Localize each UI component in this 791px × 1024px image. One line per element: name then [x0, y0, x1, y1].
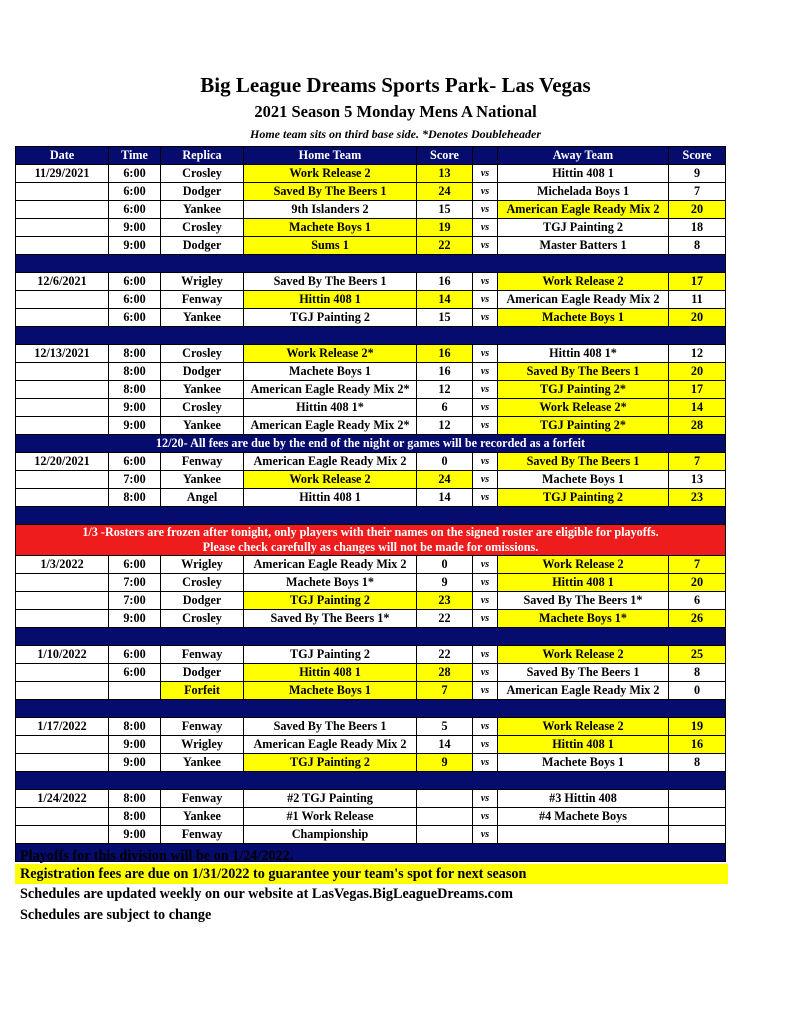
game-replica: Forfeit: [161, 682, 244, 700]
vs-label: vs: [473, 273, 498, 291]
away-score: 12: [669, 345, 726, 363]
game-time: 6:00: [109, 453, 161, 471]
alert-line-1: 1/3 -Rosters are frozen after tonight, only players with their names on the signed roster are eligible for playoffs.: [82, 525, 659, 539]
vs-label: vs: [473, 574, 498, 592]
game-replica: Yankee: [161, 754, 244, 772]
game-replica: Yankee: [161, 471, 244, 489]
vs-label: vs: [473, 219, 498, 237]
vs-label: vs: [473, 381, 498, 399]
game-time: 6:00: [109, 664, 161, 682]
home-team: Hittin 408 1: [244, 489, 417, 507]
game-replica: Dodger: [161, 363, 244, 381]
game-row: [16, 664, 726, 682]
vs-label: vs: [473, 453, 498, 471]
home-score: 0: [417, 556, 473, 574]
game-date: [16, 826, 109, 844]
away-score: 19: [669, 718, 726, 736]
game-row: [16, 754, 726, 772]
vs-label: vs: [473, 646, 498, 664]
col-home-score: Score: [417, 147, 473, 165]
game-date: [16, 219, 109, 237]
vs-label: vs: [473, 291, 498, 309]
game-date: [16, 381, 109, 399]
away-score: 8: [669, 664, 726, 682]
schedule-body: [16, 165, 726, 862]
vs-label: vs: [473, 736, 498, 754]
game-row: [16, 399, 726, 417]
game-time: 9:00: [109, 417, 161, 435]
away-team: Work Release 2: [498, 273, 669, 291]
home-score: 13: [417, 165, 473, 183]
away-team: #4 Machete Boys: [498, 808, 669, 826]
vs-label: vs: [473, 165, 498, 183]
home-team: Work Release 2*: [244, 345, 417, 363]
away-team: TGJ Painting 2*: [498, 381, 669, 399]
game-row: [16, 826, 726, 844]
game-replica: Yankee: [161, 381, 244, 399]
game-row: [16, 309, 726, 327]
game-time: 9:00: [109, 736, 161, 754]
game-time: 8:00: [109, 363, 161, 381]
away-score: [669, 790, 726, 808]
game-date: 1/3/2022: [16, 556, 109, 574]
away-team: Hittin 408 1: [498, 736, 669, 754]
vs-label: vs: [473, 345, 498, 363]
game-time: 6:00: [109, 556, 161, 574]
away-score: 20: [669, 309, 726, 327]
home-team: American Eagle Ready Mix 2: [244, 453, 417, 471]
col-vs: [473, 147, 498, 165]
away-team: Work Release 2*: [498, 399, 669, 417]
game-date: 12/20/2021: [16, 453, 109, 471]
vs-label: vs: [473, 718, 498, 736]
home-score: [417, 790, 473, 808]
game-replica: Wrigley: [161, 273, 244, 291]
game-time: 8:00: [109, 808, 161, 826]
game-replica: Yankee: [161, 417, 244, 435]
vs-label: vs: [473, 556, 498, 574]
away-score: 26: [669, 610, 726, 628]
game-row: [16, 183, 726, 201]
home-team: American Eagle Ready Mix 2*: [244, 381, 417, 399]
game-date: [16, 682, 109, 700]
vs-label: vs: [473, 808, 498, 826]
separator-cell: [16, 628, 726, 646]
game-time: 6:00: [109, 291, 161, 309]
game-time: 7:00: [109, 471, 161, 489]
away-team: Saved By The Beers 1*: [498, 592, 669, 610]
registration-note: Registration fees are due on 1/31/2022 to guarantee your team's spot for next season: [15, 864, 728, 884]
vs-label: vs: [473, 201, 498, 219]
game-row: [16, 453, 726, 471]
game-replica: Wrigley: [161, 736, 244, 754]
game-date: [16, 754, 109, 772]
home-score: 15: [417, 201, 473, 219]
home-score: 19: [417, 219, 473, 237]
away-team: TGJ Painting 2: [498, 489, 669, 507]
game-replica: Fenway: [161, 718, 244, 736]
away-score: [669, 826, 726, 844]
away-score: 23: [669, 489, 726, 507]
home-team: Saved By The Beers 1: [244, 183, 417, 201]
schedule-table: [15, 146, 726, 862]
home-score: 12: [417, 381, 473, 399]
game-replica: Crosley: [161, 574, 244, 592]
vs-label: vs: [473, 417, 498, 435]
game-date: [16, 808, 109, 826]
away-score: [669, 808, 726, 826]
game-row: [16, 790, 726, 808]
home-team: Machete Boys 1: [244, 363, 417, 381]
game-date: [16, 736, 109, 754]
home-team: Championship: [244, 826, 417, 844]
home-team: 9th Islanders 2: [244, 201, 417, 219]
game-replica: Crosley: [161, 610, 244, 628]
game-date: [16, 237, 109, 255]
game-row: [16, 237, 726, 255]
away-score: 7: [669, 183, 726, 201]
game-replica: Fenway: [161, 453, 244, 471]
game-time: 9:00: [109, 399, 161, 417]
game-date: [16, 399, 109, 417]
vs-label: vs: [473, 592, 498, 610]
away-score: 20: [669, 574, 726, 592]
away-team: American Eagle Ready Mix 2: [498, 682, 669, 700]
home-team: #1 Work Release: [244, 808, 417, 826]
game-date: [16, 201, 109, 219]
vs-label: vs: [473, 183, 498, 201]
away-team: [498, 826, 669, 844]
home-team: TGJ Painting 2: [244, 592, 417, 610]
game-time: 6:00: [109, 309, 161, 327]
game-row: [16, 417, 726, 435]
game-date: [16, 471, 109, 489]
home-score: [417, 808, 473, 826]
home-team: Work Release 2: [244, 471, 417, 489]
week-separator: [16, 700, 726, 718]
game-replica: Fenway: [161, 646, 244, 664]
game-row: [16, 718, 726, 736]
game-time: 8:00: [109, 381, 161, 399]
game-row: [16, 556, 726, 574]
game-row: [16, 471, 726, 489]
separator-cell: [16, 772, 726, 790]
home-score: 9: [417, 574, 473, 592]
away-team: Hittin 408 1: [498, 574, 669, 592]
home-score: 16: [417, 273, 473, 291]
home-team: Work Release 2: [244, 165, 417, 183]
week-separator: [16, 255, 726, 273]
home-team: TGJ Painting 2: [244, 309, 417, 327]
week-separator: [16, 628, 726, 646]
col-replica: Replica: [161, 147, 244, 165]
home-score: [417, 826, 473, 844]
vs-label: vs: [473, 237, 498, 255]
game-time: 6:00: [109, 201, 161, 219]
home-score: 5: [417, 718, 473, 736]
game-replica: Yankee: [161, 808, 244, 826]
away-score: 0: [669, 682, 726, 700]
game-time: 9:00: [109, 219, 161, 237]
away-team: Saved By The Beers 1: [498, 664, 669, 682]
vs-label: vs: [473, 309, 498, 327]
game-row: [16, 345, 726, 363]
away-score: 6: [669, 592, 726, 610]
game-time: 6:00: [109, 646, 161, 664]
home-team: #2 TGJ Painting: [244, 790, 417, 808]
change-note: Schedules are subject to change: [20, 907, 212, 923]
page-subtitle: 2021 Season 5 Monday Mens A National: [254, 102, 537, 121]
home-score: 14: [417, 736, 473, 754]
col-home-team: Home Team: [244, 147, 417, 165]
away-team: Saved By The Beers 1: [498, 453, 669, 471]
away-team: Hittin 408 1: [498, 165, 669, 183]
home-score: 28: [417, 664, 473, 682]
home-score: 24: [417, 183, 473, 201]
game-time: 9:00: [109, 610, 161, 628]
game-date: [16, 592, 109, 610]
game-row: [16, 808, 726, 826]
col-away-score: Score: [669, 147, 726, 165]
alert-row: [16, 525, 726, 556]
home-score: 24: [417, 471, 473, 489]
home-team: American Eagle Ready Mix 2: [244, 736, 417, 754]
vs-label: vs: [473, 471, 498, 489]
home-score: 16: [417, 363, 473, 381]
game-row: [16, 592, 726, 610]
col-date: Date: [16, 147, 109, 165]
game-replica: Yankee: [161, 309, 244, 327]
away-score: 17: [669, 273, 726, 291]
separator-cell: [16, 700, 726, 718]
game-replica: Fenway: [161, 790, 244, 808]
playoffs-note: Playoffs for this division will be on 1/24/2022.: [20, 848, 294, 864]
away-team: Machete Boys 1: [498, 309, 669, 327]
away-score: 8: [669, 237, 726, 255]
away-team: TGJ Painting 2: [498, 219, 669, 237]
game-replica: Crosley: [161, 165, 244, 183]
game-row: [16, 201, 726, 219]
home-score: 22: [417, 237, 473, 255]
game-replica: Crosley: [161, 219, 244, 237]
game-time: 8:00: [109, 489, 161, 507]
home-score: 6: [417, 399, 473, 417]
game-row: [16, 381, 726, 399]
home-score: 23: [417, 592, 473, 610]
game-date: [16, 664, 109, 682]
away-team: Work Release 2: [498, 718, 669, 736]
week-separator: [16, 327, 726, 345]
vs-label: vs: [473, 399, 498, 417]
game-time: 7:00: [109, 574, 161, 592]
game-replica: Crosley: [161, 399, 244, 417]
away-score: 13: [669, 471, 726, 489]
game-time: 6:00: [109, 183, 161, 201]
away-team: American Eagle Ready Mix 2: [498, 291, 669, 309]
away-team: Michelada Boys 1: [498, 183, 669, 201]
col-time: Time: [109, 147, 161, 165]
separator-cell: [16, 327, 726, 345]
home-score: 12: [417, 417, 473, 435]
game-date: 11/29/2021: [16, 165, 109, 183]
vs-label: vs: [473, 610, 498, 628]
game-replica: Angel: [161, 489, 244, 507]
game-date: [16, 309, 109, 327]
game-time: 9:00: [109, 754, 161, 772]
alert-cell: [16, 525, 726, 556]
away-score: 28: [669, 417, 726, 435]
away-team: Machete Boys 1: [498, 471, 669, 489]
away-score: 25: [669, 646, 726, 664]
away-score: 18: [669, 219, 726, 237]
game-date: 12/13/2021: [16, 345, 109, 363]
home-team: Hittin 408 1*: [244, 399, 417, 417]
home-team: Machete Boys 1: [244, 219, 417, 237]
away-score: 20: [669, 363, 726, 381]
home-score: 22: [417, 646, 473, 664]
away-team: Saved By The Beers 1: [498, 363, 669, 381]
home-score: 15: [417, 309, 473, 327]
game-date: [16, 574, 109, 592]
game-row: [16, 682, 726, 700]
vs-label: vs: [473, 790, 498, 808]
game-date: [16, 489, 109, 507]
game-date: [16, 417, 109, 435]
game-date: [16, 610, 109, 628]
home-team: Hittin 408 1: [244, 664, 417, 682]
game-row: [16, 219, 726, 237]
game-time: 6:00: [109, 273, 161, 291]
game-replica: Dodger: [161, 664, 244, 682]
away-team: Master Batters 1: [498, 237, 669, 255]
home-team: Saved By The Beers 1*: [244, 610, 417, 628]
home-score: 7: [417, 682, 473, 700]
game-time: 8:00: [109, 790, 161, 808]
game-row: [16, 736, 726, 754]
vs-label: vs: [473, 682, 498, 700]
home-team: Machete Boys 1*: [244, 574, 417, 592]
away-team: Machete Boys 1: [498, 754, 669, 772]
game-row: [16, 165, 726, 183]
vs-label: vs: [473, 664, 498, 682]
week-separator: [16, 507, 726, 525]
vs-label: vs: [473, 363, 498, 381]
game-replica: Dodger: [161, 183, 244, 201]
away-team: #3 Hittin 408: [498, 790, 669, 808]
away-team: Hittin 408 1*: [498, 345, 669, 363]
away-score: 7: [669, 556, 726, 574]
away-team: American Eagle Ready Mix 2: [498, 201, 669, 219]
home-team: Saved By The Beers 1: [244, 718, 417, 736]
game-row: [16, 363, 726, 381]
separator-cell: [16, 255, 726, 273]
game-date: [16, 183, 109, 201]
vs-label: vs: [473, 826, 498, 844]
game-date: [16, 363, 109, 381]
vs-label: vs: [473, 754, 498, 772]
away-score: 8: [669, 754, 726, 772]
home-score: 9: [417, 754, 473, 772]
game-time: 8:00: [109, 345, 161, 363]
away-score: 20: [669, 201, 726, 219]
home-team: American Eagle Ready Mix 2*: [244, 417, 417, 435]
game-row: [16, 574, 726, 592]
game-time: 7:00: [109, 592, 161, 610]
game-date: [16, 291, 109, 309]
away-score: 17: [669, 381, 726, 399]
away-team: TGJ Painting 2*: [498, 417, 669, 435]
game-date: 12/6/2021: [16, 273, 109, 291]
home-team: Sums 1: [244, 237, 417, 255]
away-score: 7: [669, 453, 726, 471]
home-team: TGJ Painting 2: [244, 646, 417, 664]
away-score: 16: [669, 736, 726, 754]
game-time: 6:00: [109, 165, 161, 183]
away-score: 11: [669, 291, 726, 309]
game-replica: Dodger: [161, 592, 244, 610]
home-team: TGJ Painting 2: [244, 754, 417, 772]
col-away-team: Away Team: [498, 147, 669, 165]
home-team: Saved By The Beers 1: [244, 273, 417, 291]
game-row: [16, 489, 726, 507]
website-note: Schedules are updated weekly on our website at LasVegas.BigLeagueDreams.com: [20, 886, 513, 902]
game-time: [109, 682, 161, 700]
home-score: 14: [417, 291, 473, 309]
game-replica: Wrigley: [161, 556, 244, 574]
home-score: 14: [417, 489, 473, 507]
game-time: 8:00: [109, 718, 161, 736]
game-date: 1/17/2022: [16, 718, 109, 736]
away-team: Machete Boys 1*: [498, 610, 669, 628]
game-replica: Fenway: [161, 826, 244, 844]
game-date: 1/10/2022: [16, 646, 109, 664]
game-time: 9:00: [109, 237, 161, 255]
vs-label: vs: [473, 489, 498, 507]
home-score: 16: [417, 345, 473, 363]
away-score: 14: [669, 399, 726, 417]
game-row: [16, 291, 726, 309]
game-date: 1/24/2022: [16, 790, 109, 808]
separator-cell: [16, 507, 726, 525]
home-team-note: Home team sits on third base side. *Denotes Doubleheader: [250, 127, 541, 141]
week-separator: [16, 772, 726, 790]
game-replica: Fenway: [161, 291, 244, 309]
home-team: Hittin 408 1: [244, 291, 417, 309]
home-team: Machete Boys 1: [244, 682, 417, 700]
game-replica: Dodger: [161, 237, 244, 255]
notice-row: [16, 435, 726, 453]
game-time: 9:00: [109, 826, 161, 844]
header-row: [16, 147, 726, 165]
away-team: Work Release 2: [498, 646, 669, 664]
page-title: Big League Dreams Sports Park- Las Vegas: [200, 73, 591, 97]
alert-line-2: Please check carefully as changes will not be made for omissions.: [202, 540, 539, 554]
game-replica: Yankee: [161, 201, 244, 219]
away-team: Work Release 2: [498, 556, 669, 574]
away-score: 9: [669, 165, 726, 183]
game-row: [16, 273, 726, 291]
home-score: 22: [417, 610, 473, 628]
notice-text: 12/20- All fees are due by the end of the night or games will be recorded as a forfeit: [16, 435, 726, 453]
game-replica: Crosley: [161, 345, 244, 363]
game-row: [16, 610, 726, 628]
game-row: [16, 646, 726, 664]
home-team: American Eagle Ready Mix 2: [244, 556, 417, 574]
home-score: 0: [417, 453, 473, 471]
